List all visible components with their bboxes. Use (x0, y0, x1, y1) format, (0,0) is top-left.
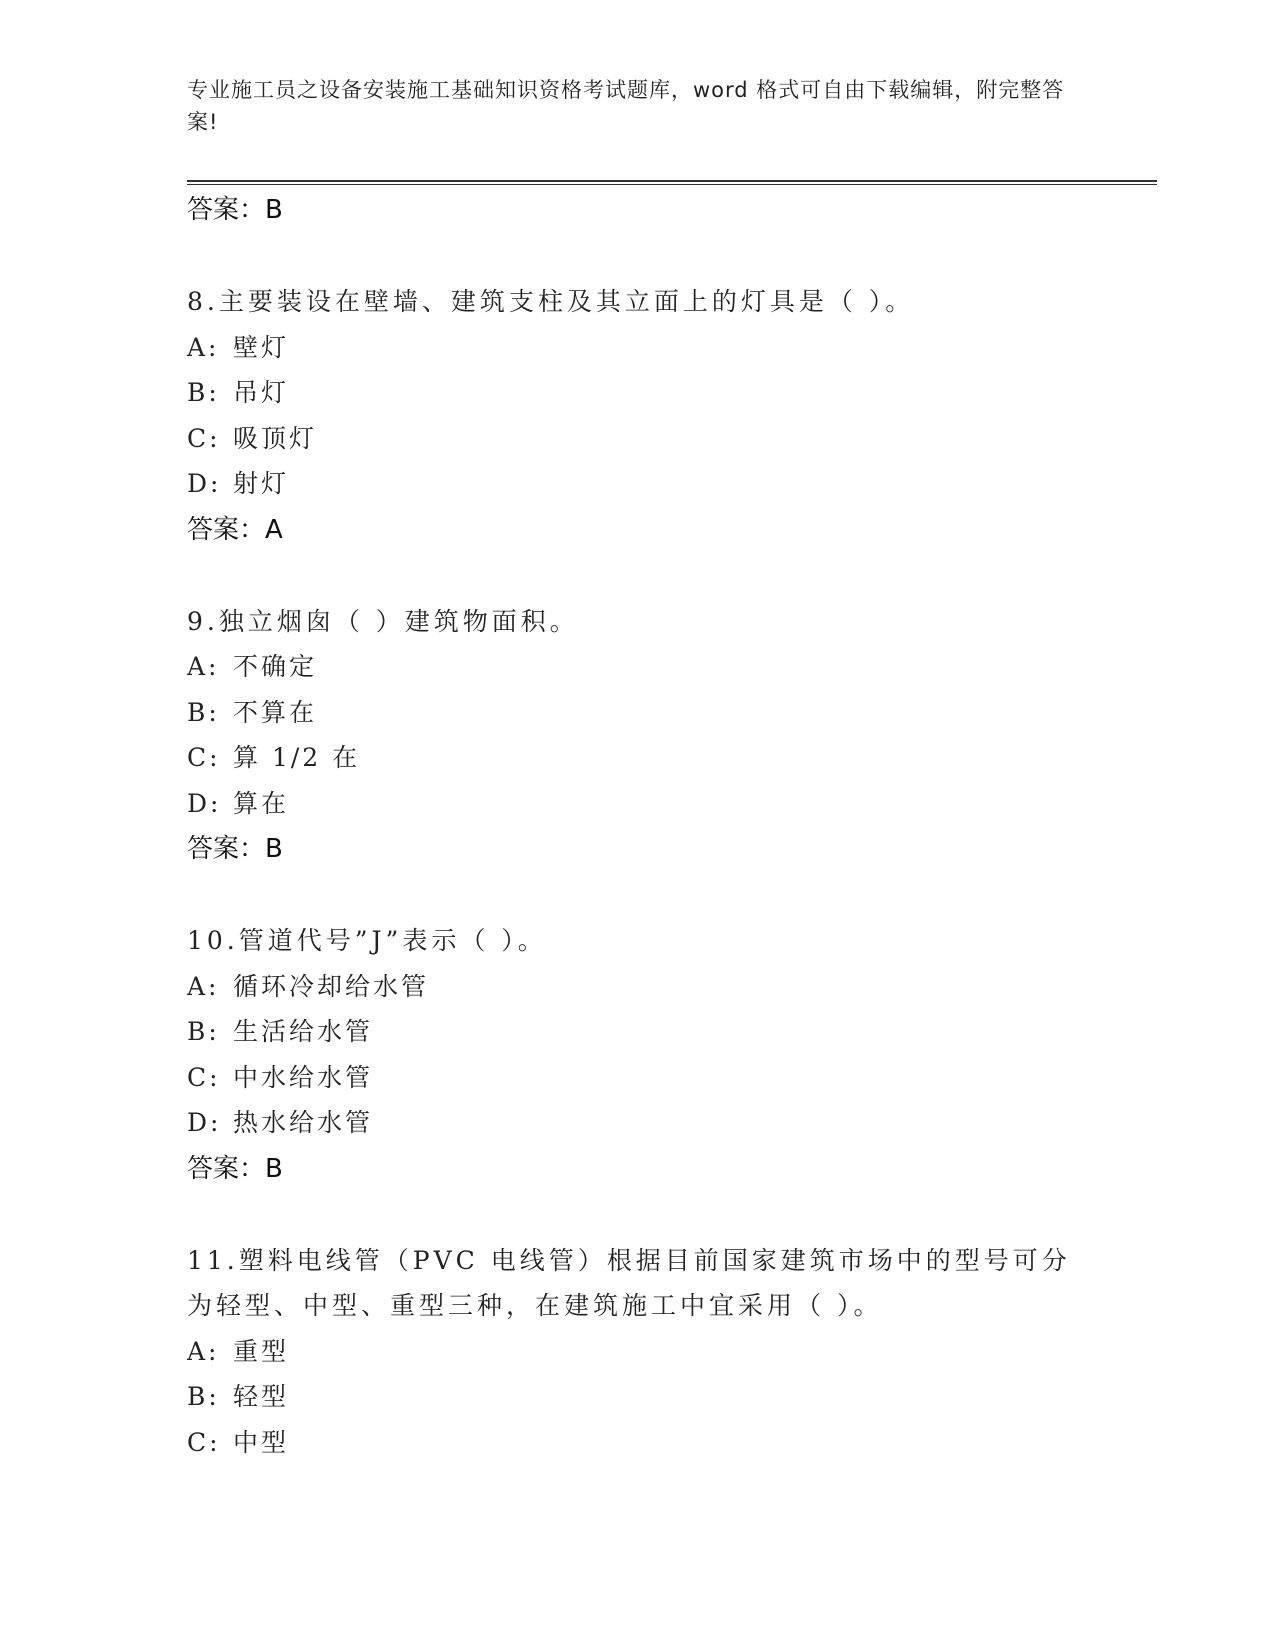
option-text: 重型 (233, 1336, 290, 1366)
option-d (187, 1100, 1087, 1146)
spacer (187, 872, 1087, 918)
option-key: B: (187, 378, 220, 407)
option-text: 中水给水管 (233, 1062, 374, 1092)
option-a (187, 644, 1087, 690)
option-key: D: (187, 469, 222, 498)
option-b (187, 1374, 1087, 1420)
option-c (187, 735, 1087, 781)
option-a (187, 964, 1087, 1010)
option-key: C: (187, 423, 221, 453)
option-c (187, 416, 1087, 462)
spacer (187, 553, 1087, 599)
option-key: B: (187, 697, 220, 727)
option-b (187, 1009, 1087, 1055)
option-text: 壁灯 (233, 332, 290, 362)
option-text: 吊灯 (233, 378, 290, 407)
option-text: 算在 (233, 788, 290, 818)
question-block (187, 279, 1087, 553)
question-block (187, 918, 1087, 1192)
option-text: 吸顶灯 (233, 423, 318, 453)
option-text: 中型 (233, 1427, 290, 1457)
option-text: 轻型 (233, 1382, 290, 1411)
header-rule-thin (187, 184, 1157, 185)
question-text: 9.独立烟囱（ ）建筑物面积。 (187, 606, 579, 636)
option-text: 射灯 (233, 469, 290, 498)
header-rule-thick (187, 180, 1157, 182)
option-b (187, 370, 1087, 416)
option-a (187, 1329, 1087, 1375)
answer-line: 答案：A (187, 514, 283, 545)
option-key: A: (187, 971, 220, 1001)
question-text: 10.管道代号”J”表示（ ）。 (187, 926, 547, 955)
option-key: D: (187, 1108, 222, 1137)
option-key: C: (187, 1427, 221, 1457)
option-key: D: (187, 788, 222, 818)
spacer (187, 1192, 1087, 1238)
answer-line: 答案：B (187, 195, 283, 225)
question-text: 11.塑料电线管（PVC 电线管）根据目前国家建筑市场中的型号可分为轻型、中型、重型三种，在建筑施工中宜采用（ ）。 (187, 1245, 1071, 1320)
answer-line: 答案：B (187, 834, 283, 864)
answer-line: 答案：B (187, 1153, 283, 1184)
option-key: B: (187, 1017, 220, 1046)
option-text: 不确定 (233, 652, 318, 681)
option-c (187, 1055, 1087, 1101)
question-text: 8.主要装设在壁墙、建筑支柱及其立面上的灯具是（ ）。 (187, 287, 915, 316)
option-key: B: (187, 1382, 220, 1411)
option-text: 生活给水管 (233, 1017, 374, 1046)
option-text: 算 1/2 在 (233, 743, 361, 772)
page-header: 专业施工员之设备安装施工基础知识资格考试题库，word 格式可自由下载编辑，附完整答案! (187, 78, 1065, 134)
option-text: 不算在 (233, 697, 318, 727)
question-block (187, 1238, 1087, 1466)
option-key: A: (187, 332, 220, 362)
question-list (187, 187, 1087, 1465)
option-text: 热水给水管 (233, 1108, 374, 1137)
option-key: A: (187, 652, 220, 681)
question-block (187, 599, 1087, 873)
option-d (187, 461, 1087, 507)
option-key: C: (187, 743, 221, 772)
option-d (187, 781, 1087, 827)
option-a (187, 325, 1087, 371)
option-b (187, 690, 1087, 736)
spacer (187, 233, 1087, 279)
option-c (187, 1420, 1087, 1466)
option-key: A: (187, 1336, 220, 1366)
option-text: 循环冷却给水管 (233, 971, 430, 1001)
option-key: C: (187, 1062, 221, 1092)
